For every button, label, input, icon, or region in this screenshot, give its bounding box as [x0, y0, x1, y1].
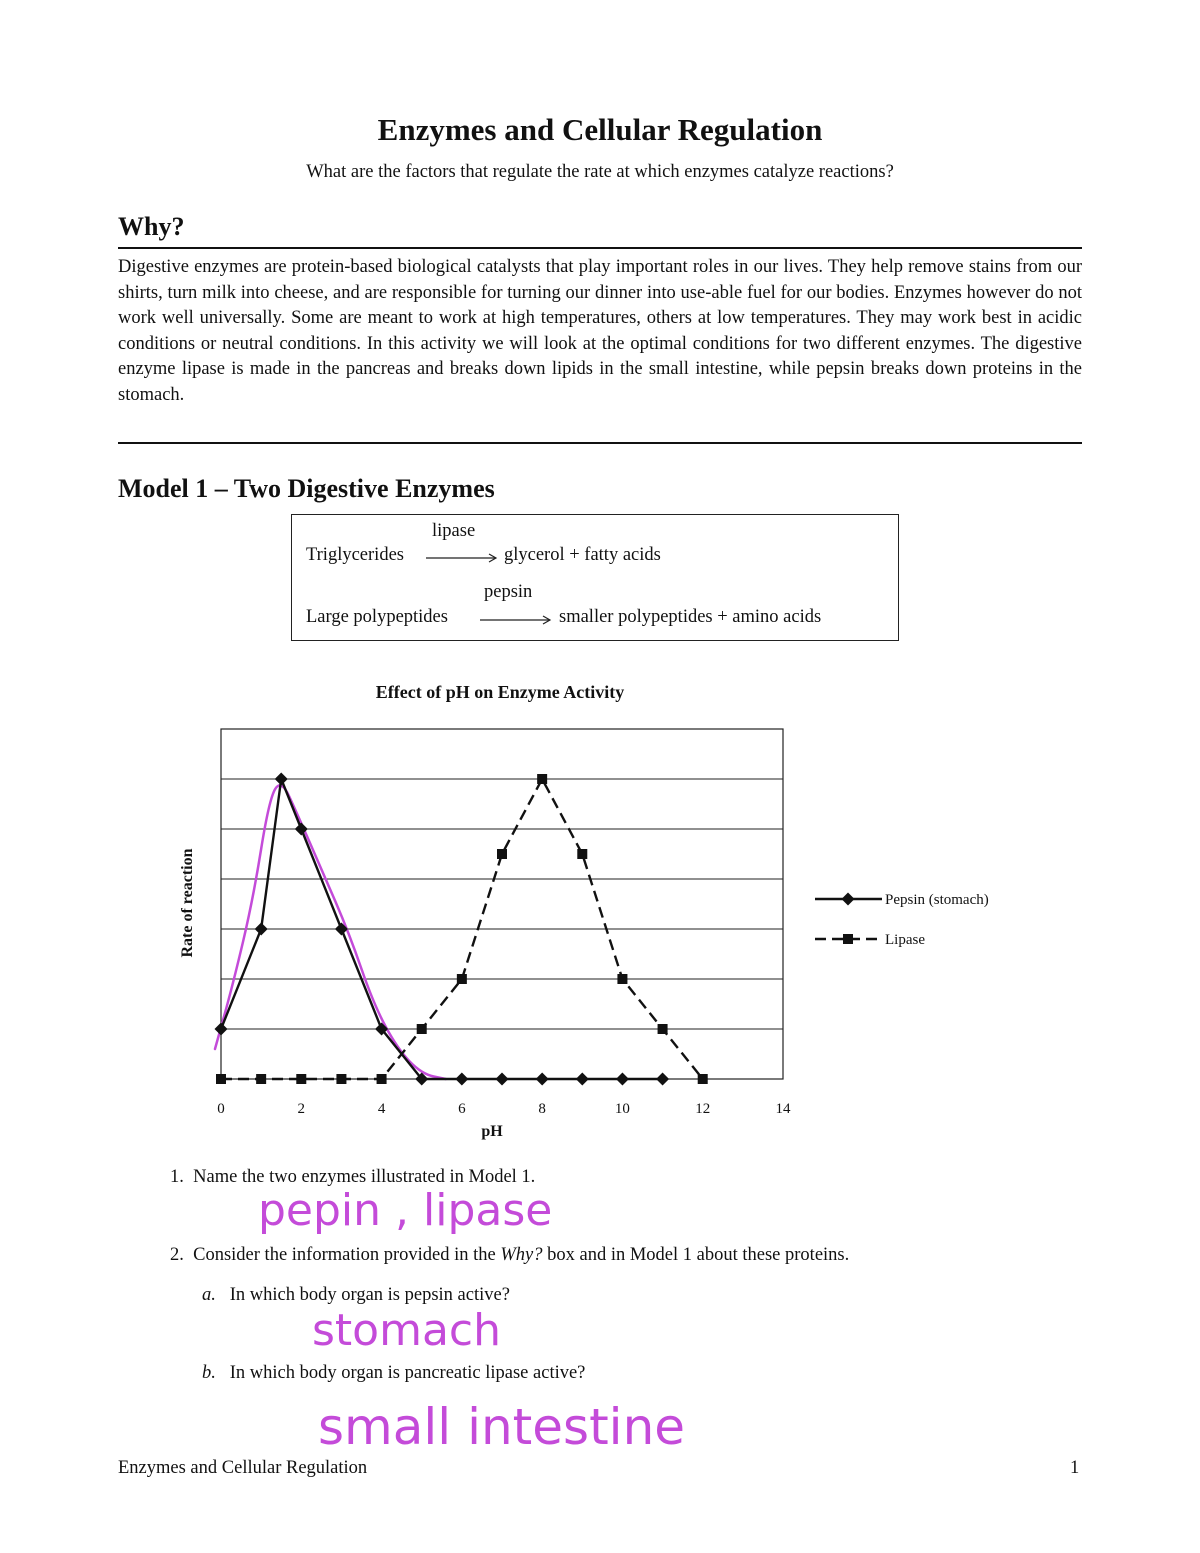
data-point-lipase [256, 1074, 266, 1084]
products-pepsin: smaller polypeptides + amino acids [559, 607, 822, 627]
question-2-text-start: Consider the information provided in the [193, 1245, 501, 1265]
data-point-lipase [658, 1024, 668, 1034]
enzyme-activity-chart [150, 670, 1050, 1150]
why-paragraph: Digestive enzymes are protein-based biological catalysts that play important roles in our lives. They help remove stains from our shirts, turn milk into cheese, and are responsible for turning our dinner into use-able fuel for our bodies. Enzymes however do not work well universally. Some are meant to work at high temperatures, others at low temperatures. They may work best in acidic conditions or neutral conditions. In this activity we will look at the optimal conditions for two different enzymes. The digestive enzyme lipase is made in the pancreas and breaks down lipids in the small intestine, while pepsin breaks down proteins in the stomach. [118, 257, 1082, 405]
x-tick-label: 10 [614, 1101, 630, 1117]
data-point-lipase [296, 1074, 306, 1084]
why-top-rule [118, 247, 1082, 249]
question-1-text: Name the two enzymes illustrated in Model 1. [193, 1167, 536, 1187]
reaction-arrow-icon [426, 551, 500, 565]
why-bottom-rule [118, 442, 1082, 444]
x-tick-label: 2 [297, 1101, 306, 1117]
question-2-why-italic: Why? [500, 1245, 543, 1265]
question-2b-text: In which body organ is pancreatic lipase active? [229, 1363, 586, 1383]
data-point-lipase [336, 1074, 346, 1084]
chart-title: Effect of pH on Enzyme Activity [375, 682, 625, 702]
x-axis-label: pH [481, 1123, 503, 1140]
question-2a [202, 1285, 510, 1306]
enzyme-label-lipase: lipase [432, 521, 476, 541]
question-1-number: 1. [170, 1167, 184, 1187]
question-2a-text: In which body organ is pepsin active? [229, 1285, 510, 1305]
plot-area [215, 729, 792, 1117]
x-tick-label: 14 [775, 1101, 791, 1117]
question-2-text-end: box and in Model 1 about these proteins. [542, 1245, 850, 1265]
model-heading: Model 1 – Two Digestive Enzymes [118, 474, 495, 503]
legend-label: Lipase [885, 932, 925, 948]
data-point-lipase [216, 1074, 226, 1084]
products-lipase: glycerol + fatty acids [504, 545, 661, 565]
page-title: Enzymes and Cellular Regulation [377, 112, 823, 147]
data-point-lipase [698, 1074, 708, 1084]
x-tick-label: 6 [458, 1101, 466, 1117]
y-axis-label: Rate of reaction [179, 848, 196, 958]
plot-frame [221, 729, 783, 1079]
answer-2a-handwriting: stomach [312, 1305, 501, 1356]
data-point-lipase [377, 1074, 387, 1084]
chart-legend [815, 892, 989, 948]
why-heading: Why? [118, 212, 185, 241]
data-point-lipase [497, 849, 507, 859]
answer-2b-handwriting: small intestine [318, 1398, 686, 1456]
question-2 [170, 1245, 849, 1266]
question-2-number: 2. [170, 1245, 184, 1265]
x-tick-label: 4 [377, 1101, 386, 1117]
x-tick-label: 8 [538, 1101, 546, 1117]
answer-1-handwriting: pepin , lipase [258, 1185, 553, 1236]
reaction-box [291, 514, 899, 641]
reactant-polypeptides: Large polypeptides [306, 607, 448, 627]
data-point-lipase [537, 774, 547, 784]
data-point-lipase [417, 1024, 427, 1034]
data-point-lipase [617, 974, 627, 984]
question-2b-letter: b. [202, 1363, 216, 1383]
data-point-lipase [457, 974, 467, 984]
legend-label: Pepsin (stomach) [885, 892, 989, 908]
reactant-triglycerides: Triglycerides [306, 545, 404, 565]
enzyme-label-pepsin: pepsin [484, 582, 533, 602]
legend-marker [843, 934, 853, 944]
data-point-lipase [577, 849, 587, 859]
footer-page-number: 1 [1070, 1458, 1080, 1478]
page-subtitle: What are the factors that regulate the rate at which enzymes catalyze reactions? [306, 162, 894, 182]
question-2b [202, 1363, 585, 1384]
footer-title: Enzymes and Cellular Regulation [118, 1458, 368, 1478]
reaction-arrow-icon [480, 613, 554, 627]
legend-marker [842, 893, 855, 906]
x-tick-label: 12 [695, 1101, 711, 1117]
question-2a-letter: a. [202, 1285, 216, 1305]
x-tick-label: 0 [217, 1101, 225, 1117]
